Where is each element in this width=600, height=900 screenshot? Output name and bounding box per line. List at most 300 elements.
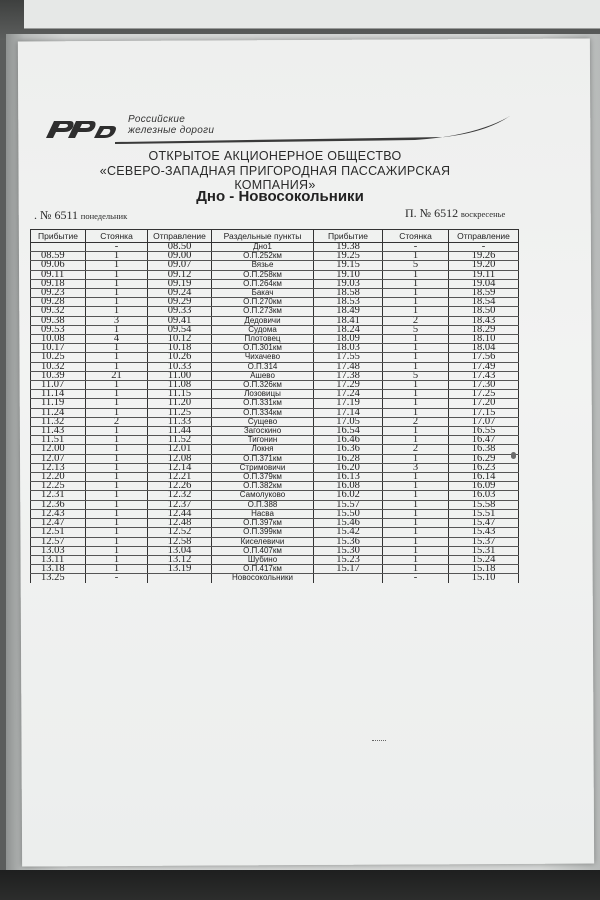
cell-departure-right: 17.30	[449, 381, 519, 390]
table-row	[31, 482, 519, 491]
train-left-header	[34, 208, 127, 223]
cell-departure-left: 12.08	[148, 454, 212, 463]
cell-departure-right: 15.24	[449, 555, 519, 564]
cell-station: Насва	[212, 509, 314, 518]
cell-arrival-right: 16.02	[314, 491, 383, 500]
cell-arrival-right: 16.08	[314, 482, 383, 491]
cell-stop-left: 1	[86, 381, 148, 390]
cell-station: Дно1	[212, 243, 314, 252]
cell-stop-right: 1	[383, 427, 449, 436]
cell-arrival-right: 18.24	[314, 325, 383, 334]
cell-arrival-left: 12.43	[31, 509, 86, 518]
cell-arrival-right: 16.28	[314, 454, 383, 463]
cell-departure-left: 09.54	[148, 325, 212, 334]
cell-stop-left: 1	[86, 307, 148, 316]
cell-departure-left: 11.25	[148, 408, 212, 417]
cell-departure-right: 15.31	[449, 546, 519, 555]
cell-stop-left: 1	[86, 509, 148, 518]
table-row	[31, 473, 519, 482]
cell-arrival-right: 18.49	[314, 307, 383, 316]
company-name: «СЕВЕРО-ЗАПАДНАЯ ПРИГОРОДНАЯ ПАССАЖИРСКАЯ КОМПАНИЯ»	[99, 164, 451, 192]
table-row	[31, 555, 519, 564]
cell-station: О.П.371км	[212, 454, 314, 463]
table-row	[31, 463, 519, 472]
train-right-number: П. № 6512	[405, 206, 459, 220]
cell-arrival-left: 09.11	[31, 270, 86, 279]
cell-arrival-left: 10.08	[31, 335, 86, 344]
cell-arrival-right: 16.36	[314, 445, 383, 454]
train-right-day: воскресенье	[460, 209, 506, 219]
cell-arrival-right: 16.46	[314, 436, 383, 445]
cell-station: Лозовицы	[212, 390, 314, 399]
header-stop-left: Стоянка	[86, 230, 148, 243]
cell-stop-left: 1	[86, 491, 148, 500]
cell-departure-left: 12.48	[148, 519, 212, 528]
cell-departure-left: 09.12	[148, 270, 212, 279]
cell-departure-right: 16.23	[449, 463, 519, 472]
table-row	[31, 519, 519, 528]
cell-stop-left: 1	[86, 261, 148, 270]
cell-stop-right: 1	[383, 270, 449, 279]
table-row	[31, 574, 519, 583]
table-row	[31, 298, 519, 307]
cell-stop-right: 1	[383, 307, 449, 316]
cell-station: О.П.314	[212, 362, 314, 371]
cell-stop-left: 1	[86, 436, 148, 445]
cell-stop-right: 2	[383, 445, 449, 454]
cell-arrival-right: 15.50	[314, 509, 383, 518]
cell-arrival-right: 19.10	[314, 270, 383, 279]
cell-arrival-left: 09.06	[31, 261, 86, 270]
cell-arrival-right: 18.03	[314, 344, 383, 353]
cell-departure-right: 16.55	[449, 427, 519, 436]
cell-stop-left: 1	[86, 519, 148, 528]
cell-departure-right: 15.51	[449, 509, 519, 518]
cell-stop-left: 1	[86, 362, 148, 371]
cell-arrival-right: 19.15	[314, 261, 383, 270]
cell-departure-left: 09.33	[148, 307, 212, 316]
cell-departure-left: 11.00	[148, 371, 212, 380]
cell-station: Локня	[212, 445, 314, 454]
cell-stop-left: -	[86, 574, 148, 583]
cell-departure-right: 19.26	[449, 252, 519, 261]
cell-departure-right: -	[449, 243, 519, 252]
cell-stop-right: 1	[383, 528, 449, 537]
cell-station: О.П.388	[212, 500, 314, 509]
cell-departure-right: 16.47	[449, 436, 519, 445]
cell-stop-left: 1	[86, 325, 148, 334]
cell-departure-left: 12.52	[148, 528, 212, 537]
cell-departure-left: 12.01	[148, 445, 212, 454]
cell-stop-right: 1	[383, 335, 449, 344]
cell-arrival-right: 17.14	[314, 408, 383, 417]
table-row	[31, 289, 519, 298]
cell-arrival-left: 13.11	[31, 555, 86, 564]
cell-stop-left: 1	[86, 298, 148, 307]
cell-departure-left: 12.26	[148, 482, 212, 491]
cell-stop-left: 1	[86, 344, 148, 353]
cell-arrival-right: 15.46	[314, 519, 383, 528]
cell-arrival-right: 16.54	[314, 427, 383, 436]
cell-departure-right: 16.09	[449, 482, 519, 491]
cell-arrival-left: 09.23	[31, 289, 86, 298]
cell-departure-right: 18.43	[449, 316, 519, 325]
cell-arrival-left: 11.51	[31, 436, 86, 445]
cell-departure-left: 13.12	[148, 555, 212, 564]
cell-departure-left: 09.07	[148, 261, 212, 270]
cell-stop-left: 1	[86, 463, 148, 472]
cell-arrival-left: 11.32	[31, 417, 86, 426]
cell-arrival-left: 12.20	[31, 473, 86, 482]
cell-stop-left: 1	[86, 555, 148, 564]
cell-stop-left: 4	[86, 335, 148, 344]
table-row	[31, 427, 519, 436]
cell-departure-right: 17.43	[449, 371, 519, 380]
cell-station: О.П.379км	[212, 473, 314, 482]
timetable	[30, 229, 519, 583]
header-departure-right: Отправление	[449, 230, 519, 243]
cell-departure-left: 09.00	[148, 252, 212, 261]
cell-stop-right: 1	[383, 399, 449, 408]
cell-arrival-left: 09.18	[31, 279, 86, 288]
cell-departure-right: 18.29	[449, 325, 519, 334]
cell-stop-left: 2	[86, 417, 148, 426]
company-type: ОТКРЫТОЕ АКЦИОНЕРНОЕ ОБЩЕСТВО	[148, 149, 402, 163]
timetable-body	[31, 243, 519, 583]
cell-station: Сущево	[212, 417, 314, 426]
cell-arrival-left: 12.51	[31, 528, 86, 537]
cell-stop-left: 1	[86, 353, 148, 362]
cell-stop-left: 1	[86, 399, 148, 408]
cell-departure-right: 19.20	[449, 261, 519, 270]
cell-arrival-left: 09.38	[31, 316, 86, 325]
cell-station: О.П.326км	[212, 381, 314, 390]
cell-stop-right: 1	[383, 436, 449, 445]
cell-departure-left: 11.44	[148, 427, 212, 436]
table-row	[31, 454, 519, 463]
train-left-day: понедельник	[80, 211, 128, 221]
paper-mark	[372, 740, 386, 744]
cell-station: О.П.301км	[212, 344, 314, 353]
table-row	[31, 491, 519, 500]
cell-departure-left: 11.08	[148, 381, 212, 390]
cell-station: Тигонин	[212, 436, 314, 445]
table-row	[31, 565, 519, 574]
cell-departure-right: 16.14	[449, 473, 519, 482]
cell-station: Киселевичи	[212, 537, 314, 546]
cell-departure-left: 12.58	[148, 537, 212, 546]
cell-station: Новосокольники	[212, 574, 314, 583]
cell-departure-right: 17.15	[449, 408, 519, 417]
table-row	[31, 279, 519, 288]
cell-departure-right: 16.38	[449, 445, 519, 454]
cell-departure-left: 13.04	[148, 546, 212, 555]
cell-departure-right: 16.29	[449, 454, 519, 463]
cell-departure-left: 13.19	[148, 565, 212, 574]
cell-station: Ашево	[212, 371, 314, 380]
table-row	[31, 528, 519, 537]
cell-station: О.П.382км	[212, 482, 314, 491]
table-row	[31, 408, 519, 417]
table-row	[31, 353, 519, 362]
cell-departure-right: 18.04	[449, 344, 519, 353]
cell-departure-left: 10.26	[148, 353, 212, 362]
cell-departure-left: 09.19	[148, 279, 212, 288]
cell-station: Шубино	[212, 555, 314, 564]
cell-stop-right: 2	[383, 417, 449, 426]
cell-station: О.П.252км	[212, 252, 314, 261]
cell-stop-right: 5	[383, 371, 449, 380]
cell-departure-right: 18.10	[449, 335, 519, 344]
cell-stop-right: 1	[383, 381, 449, 390]
cell-arrival-right: 18.58	[314, 289, 383, 298]
cell-arrival-left: 08.59	[31, 252, 86, 261]
cell-arrival-left: 12.25	[31, 482, 86, 491]
cell-stop-right: 1	[383, 454, 449, 463]
cell-departure-right: 17.07	[449, 417, 519, 426]
cell-arrival-right: 15.23	[314, 555, 383, 564]
cell-arrival-left: 12.31	[31, 491, 86, 500]
cell-station: О.П.258км	[212, 270, 314, 279]
cell-stop-left: 1	[86, 537, 148, 546]
cell-stop-left: 1	[86, 473, 148, 482]
cell-departure-left: 11.20	[148, 399, 212, 408]
cell-arrival-right: 17.29	[314, 381, 383, 390]
adjacent-sheet	[24, 0, 600, 29]
cell-arrival-right: 17.05	[314, 417, 383, 426]
cell-arrival-right: 15.42	[314, 528, 383, 537]
cell-arrival-left: 12.36	[31, 500, 86, 509]
cell-station: О.П.270км	[212, 298, 314, 307]
cell-stop-right: 1	[383, 473, 449, 482]
cell-arrival-left: 11.43	[31, 427, 86, 436]
cell-station: Бакач	[212, 289, 314, 298]
header-arrival-right: Прибытие	[314, 230, 383, 243]
cell-arrival-right: 18.09	[314, 335, 383, 344]
cell-stop-right: 1	[383, 298, 449, 307]
header-arrival-left: Прибытие	[31, 230, 86, 243]
cell-stop-right: 1	[383, 252, 449, 261]
header-stations: Раздельные пункты	[212, 230, 314, 243]
cell-departure-left: 12.14	[148, 463, 212, 472]
cell-arrival-right: 18.41	[314, 316, 383, 325]
cell-stop-left: 1	[86, 252, 148, 261]
cell-arrival-left	[31, 243, 86, 252]
cell-departure-left: 11.15	[148, 390, 212, 399]
cell-stop-left: 1	[86, 565, 148, 574]
cell-arrival-right: 16.20	[314, 463, 383, 472]
cell-station: Вязье	[212, 261, 314, 270]
cell-departure-left: 12.32	[148, 491, 212, 500]
cell-arrival-left: 13.25	[31, 574, 86, 583]
table-row	[31, 252, 519, 261]
cell-arrival-left: 13.03	[31, 546, 86, 555]
cell-station: Стримовичи	[212, 463, 314, 472]
cell-stop-right: 1	[383, 500, 449, 509]
cell-arrival-right: 19.25	[314, 252, 383, 261]
cell-stop-right: 5	[383, 261, 449, 270]
train-left-number: . № 6511	[34, 208, 79, 222]
cell-station: О.П.273км	[212, 307, 314, 316]
cell-stop-right: -	[383, 243, 449, 252]
cell-station: Загоскино	[212, 427, 314, 436]
cell-stop-right: 1	[383, 491, 449, 500]
cell-arrival-left: 10.39	[31, 371, 86, 380]
rzd-logo-icon	[42, 118, 120, 140]
cell-arrival-left: 12.13	[31, 463, 86, 472]
cell-station: О.П.417км	[212, 565, 314, 574]
cell-stop-right: -	[383, 574, 449, 583]
table-row	[31, 546, 519, 555]
table-row	[31, 500, 519, 509]
cell-departure-left: 09.24	[148, 289, 212, 298]
cell-stop-right: 1	[383, 362, 449, 371]
cell-departure-right: 16.03	[449, 491, 519, 500]
table-row	[31, 362, 519, 371]
pin-speck	[511, 452, 516, 459]
cell-stop-right: 1	[383, 546, 449, 555]
cell-arrival-right: 15.17	[314, 565, 383, 574]
cell-arrival-right: 17.38	[314, 371, 383, 380]
cell-departure-left: 12.37	[148, 500, 212, 509]
cell-station: Самолуково	[212, 491, 314, 500]
board-bottom	[0, 870, 600, 900]
table-row	[31, 390, 519, 399]
cell-departure-right: 15.18	[449, 565, 519, 574]
cell-arrival-left: 12.00	[31, 445, 86, 454]
cell-arrival-left: 09.53	[31, 325, 86, 334]
table-row	[31, 316, 519, 325]
cell-stop-right: 1	[383, 390, 449, 399]
cell-arrival-left: 12.07	[31, 454, 86, 463]
cell-arrival-left: 12.57	[31, 537, 86, 546]
cell-stop-left: 1	[86, 270, 148, 279]
cell-departure-left: 08.50	[148, 243, 212, 252]
cell-arrival-right: 15.30	[314, 546, 383, 555]
cell-station: О.П.407км	[212, 546, 314, 555]
cell-arrival-right: 15.57	[314, 500, 383, 509]
cell-arrival-left: 11.07	[31, 381, 86, 390]
cell-station: О.П.397км	[212, 519, 314, 528]
cell-departure-right: 15.58	[449, 500, 519, 509]
cell-stop-right: 1	[383, 344, 449, 353]
cell-arrival-left: 10.32	[31, 362, 86, 371]
table-row	[31, 325, 519, 334]
cell-arrival-right: 18.53	[314, 298, 383, 307]
cell-arrival-right: 19.38	[314, 243, 383, 252]
cell-departure-left	[148, 574, 212, 583]
cell-stop-left: 1	[86, 390, 148, 399]
cell-station: О.П.331км	[212, 399, 314, 408]
cell-station: Дедовичи	[212, 316, 314, 325]
table-row	[31, 381, 519, 390]
table-row	[31, 509, 519, 518]
logo-text-line1: Российские	[128, 114, 186, 125]
cell-departure-right: 15.47	[449, 519, 519, 528]
cell-stop-left: 3	[86, 316, 148, 325]
cell-stop-left: 21	[86, 371, 148, 380]
table-row	[31, 537, 519, 546]
cell-stop-right: 1	[383, 279, 449, 288]
table-row	[31, 344, 519, 353]
header-departure-left: Отправление	[148, 230, 212, 243]
cell-arrival-right: 17.55	[314, 353, 383, 362]
cell-departure-left: 11.52	[148, 436, 212, 445]
cell-arrival-left: 13.18	[31, 565, 86, 574]
cell-stop-right: 1	[383, 408, 449, 417]
cell-stop-right: 1	[383, 509, 449, 518]
cell-station: О.П.334км	[212, 408, 314, 417]
cell-departure-right: 15.43	[449, 528, 519, 537]
cell-arrival-right: 15.36	[314, 537, 383, 546]
cell-stop-right: 1	[383, 289, 449, 298]
cell-departure-left: 10.12	[148, 335, 212, 344]
table-row	[31, 436, 519, 445]
cell-arrival-left: 11.19	[31, 399, 86, 408]
cell-arrival-right: 19.03	[314, 279, 383, 288]
cell-stop-left: 1	[86, 528, 148, 537]
cell-arrival-left: 11.14	[31, 390, 86, 399]
cell-arrival-left: 11.24	[31, 408, 86, 417]
cell-departure-left: 10.33	[148, 362, 212, 371]
cell-departure-right: 18.59	[449, 289, 519, 298]
cell-arrival-right: 16.13	[314, 473, 383, 482]
cell-departure-left: 10.18	[148, 344, 212, 353]
cell-departure-right: 19.04	[449, 279, 519, 288]
cell-departure-left: 09.41	[148, 316, 212, 325]
table-row	[31, 399, 519, 408]
cell-stop-left: 1	[86, 454, 148, 463]
cell-station: О.П.264км	[212, 279, 314, 288]
cell-stop-right: 1	[383, 353, 449, 362]
timetable-header-row	[31, 230, 519, 243]
cell-stop-right: 2	[383, 316, 449, 325]
cell-stop-left: 1	[86, 408, 148, 417]
cell-stop-right: 5	[383, 325, 449, 334]
table-row	[31, 371, 519, 380]
cell-station: О.П.399км	[212, 528, 314, 537]
cell-departure-right: 17.49	[449, 362, 519, 371]
cell-station: Плотовец	[212, 335, 314, 344]
table-row	[31, 445, 519, 454]
cell-stop-left: 1	[86, 445, 148, 454]
cell-stop-right: 3	[383, 463, 449, 472]
cell-arrival-left: 10.17	[31, 344, 86, 353]
cell-departure-right: 18.54	[449, 298, 519, 307]
cell-departure-left: 12.44	[148, 509, 212, 518]
cell-stop-left: 1	[86, 279, 148, 288]
cell-arrival-right: 17.48	[314, 362, 383, 371]
cell-stop-left: -	[86, 243, 148, 252]
logo-swoosh	[115, 110, 525, 146]
header-stop-right: Стоянка	[383, 230, 449, 243]
train-right-header	[405, 206, 505, 221]
logo-text-line2: железные дороги	[128, 125, 215, 136]
cell-stop-right: 1	[383, 565, 449, 574]
cell-departure-right: 15.10	[449, 574, 519, 583]
cell-stop-left: 1	[86, 427, 148, 436]
cell-stop-right: 1	[383, 555, 449, 564]
cell-stop-left: 1	[86, 289, 148, 298]
cell-arrival-right: 17.24	[314, 390, 383, 399]
cell-arrival-left: 09.32	[31, 307, 86, 316]
cell-station: Чихачево	[212, 353, 314, 362]
table-row	[31, 243, 519, 252]
table-row	[31, 270, 519, 279]
cell-departure-left: 11.33	[148, 417, 212, 426]
cell-departure-right: 17.20	[449, 399, 519, 408]
cell-departure-right: 15.37	[449, 537, 519, 546]
